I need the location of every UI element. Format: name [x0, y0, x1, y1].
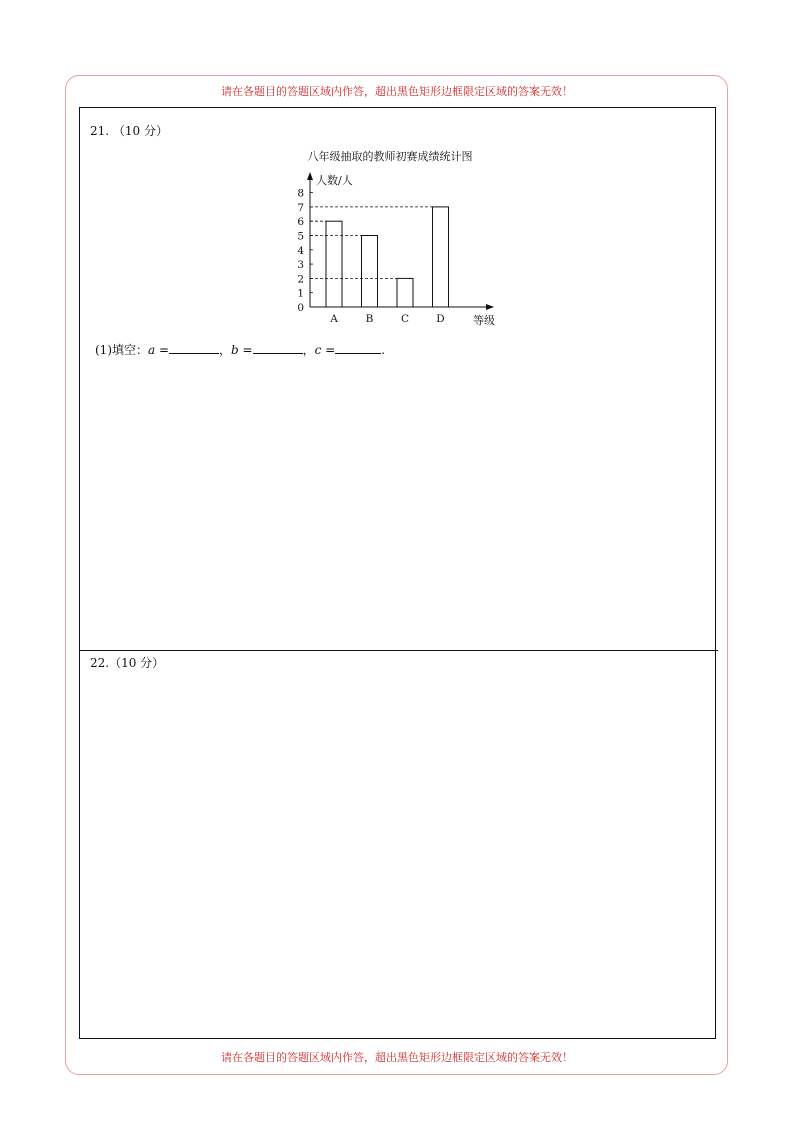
question-21-label: 21. （10 分）: [90, 124, 168, 138]
y-tick-label: 6: [297, 216, 304, 229]
question-22-label: 22.（10 分）: [90, 656, 165, 670]
chart-svg: [270, 148, 510, 330]
y-tick-label: 1: [297, 287, 304, 300]
eq-a: =: [155, 343, 170, 357]
bar-A: [326, 221, 342, 307]
y-tick-label: 4: [297, 244, 304, 257]
y-tick-label: 2: [297, 273, 304, 286]
bar-chart: [270, 148, 510, 330]
eq-c: =: [321, 343, 336, 357]
blank-c[interactable]: [335, 341, 381, 354]
y-axis-label: 人数/人: [316, 174, 353, 187]
y-tick-label: 8: [297, 187, 304, 200]
eq-b: =: [238, 343, 253, 357]
var-b: b: [231, 343, 239, 357]
x-axis-arrow: [486, 304, 494, 310]
x-tick-label: C: [400, 313, 410, 325]
x-axis-label: 等级: [473, 314, 495, 327]
sep-2: ，: [302, 343, 315, 357]
question-divider: [79, 650, 718, 651]
bar-D: [433, 207, 449, 307]
chart-title: 八年级抽取的教师初赛成绩统计图: [307, 150, 473, 163]
y-tick-label: 0: [297, 302, 304, 314]
x-tick-label: D: [436, 313, 445, 325]
var-a: a: [148, 343, 156, 357]
fill-in-line: [95, 341, 385, 358]
y-axis-arrow: [307, 172, 313, 180]
y-tick-label: 7: [297, 201, 304, 214]
var-c: c: [314, 343, 322, 357]
fill-prefix: (1)填空：: [95, 343, 148, 357]
x-tick-label: B: [365, 313, 374, 325]
y-tick-label: 5: [297, 230, 304, 243]
y-tick-label: 3: [297, 259, 304, 272]
bar-C: [397, 278, 413, 307]
x-tick-label: A: [330, 313, 338, 325]
blank-a[interactable]: [169, 341, 219, 354]
bar-B: [362, 236, 378, 308]
top-notice: 请在各题目的答题区域内作答，超出黑色矩形边框限定区域的答案无效！: [221, 85, 573, 98]
blank-b[interactable]: [253, 341, 303, 354]
sep-1: ，: [219, 343, 232, 357]
bottom-notice: 请在各题目的答题区域内作答，超出黑色矩形边框限定区域的答案无效！: [221, 1051, 573, 1064]
fill-end: .: [381, 343, 386, 357]
